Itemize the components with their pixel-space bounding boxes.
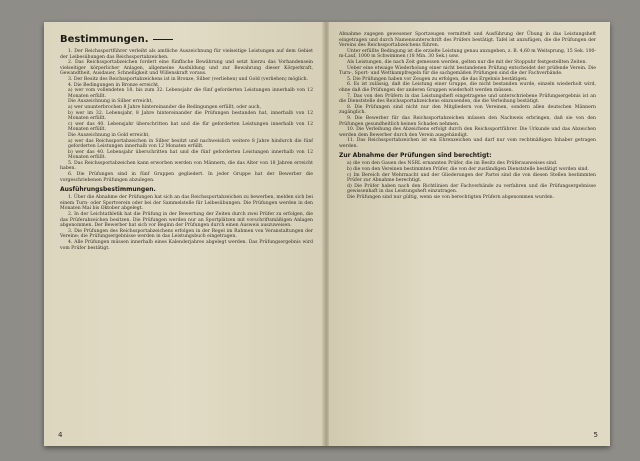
right-paragraph: a) die von den Gauen des NSRL ernannten Prüfer, die im Besitz des Prüferausweises sind. (347, 161, 558, 167)
left-paragraph: a) wer vom vollendeten 18. bis zum 32. Lebensjahr die fünf geforderten Leistungen innerhalb von 12 Monaten erfüllt. (68, 88, 313, 99)
right-page-number: 5 (593, 431, 598, 439)
left-subheading: Ausführungsbestimmungen. (60, 186, 156, 194)
right-paragraph: Abnahme zugegen gewesener Sportzeugen vermittelt und Ausführung der Übung in das Leistungsheft eingetragen und durch Namensunterschrift des Prüfers bestätigt. Tafel ist anzufügen, die die Prüfungen der Vereins des Reichssportabzeichens führen. (339, 32, 596, 49)
right-paragraph: 7. Das von den Prüfern in das Leistungsheft eingetragene und unterschriebene Prüfungsergebnis ist an die Dienststelle des Reichssportabzeichens einzusenden, die die Verleihung bestätigt. (339, 93, 596, 105)
right-paragraph: 10. Die Verleihung des Abzeichens erfolgt durch den Reichssportführer. Die Urkunde und das Abzeichen werden dem Bewerber durch den Verein ausgehändigt. (339, 127, 596, 138)
right-paragraph: 9. Die Bewerber für das Reichssportabzeichen müssen den Nachweis erbringen, daß sie von den Prüfungen gesundheitlich keinen Schaden nehmen. (339, 115, 596, 127)
left-heading: Bestimmungen. (60, 34, 313, 46)
left-paragraph: 4. Die Bedingungen in Bronze erreicht, (68, 82, 160, 88)
right-paragraph: Ueber eine etwaige Wiederholung einer nicht bestandenen Prüfung entscheidet der prüfende Verein. Die Turn-, Sport- und Wettkampfregeln für die sachgemäßen Prüfungen sind die der Fachverbände. (339, 65, 596, 77)
left-paragraph: 2. Das Reichssportabzeichen fordert eine fünffache Bewährung und setzt hierzu das Vorhandensein vielseitiger körperlicher Anlagen, allgemeine Ausbildung und zur Bewahrung dieser Körperkraft, Gewandtheit, Ausdauer, Schnelligkeit und Willenskraft voraus. (60, 60, 313, 77)
left-page (44, 22, 325, 446)
left-paragraph: a) wer ununterbrochen 8 Jahre hintereinander die Bedingungen erfüllt, oder auch, (68, 104, 262, 110)
right-paragraph: 11. Das Reichssportabzeichen ist ein Ehrenzeichen und darf nur vom rechtmäßigen Inhaber getragen werden. (339, 138, 596, 149)
left-paragraph: 6. Die Prüfungen sind in fünf Gruppen gegliedert. In jeder Gruppe hat der Bewerber die vorgeschriebenen Prüfungen abzulegen. (60, 172, 313, 183)
right-page (329, 22, 610, 446)
right-paragraph: Die Prüfungen sind nur gültig, wenn sie von berechtigten Prüfern abgenommen wurden. (347, 195, 555, 201)
left-paragraph: c) wer das 40. Lebensjahr überschritten hat und die für geforderten Leistungen innerhalb von 12 Monaten erfüllt. (68, 121, 313, 133)
right-paragraph: 6. Es ist zulässig, daß die Leistung einer Gruppe, die nicht bestanden wurde, einzeln wiederholt wird, ohne daß die Prüfungen der anderen Gruppen wiederholt werden müssen. (339, 82, 596, 93)
left-paragraph: Die Auszeichnung in Gold erreicht, (68, 132, 150, 138)
left-paragraph: a) wer das Reichssportabzeichen in Silber besitzt und nachweislich weitere 8 Jahre hindurch die fünf geforderten Leistungen innerhalb von 12 Monaten erfüllt. (68, 138, 313, 150)
left-paragraph: 5. Das Reichssportabzeichen kann erworben werden von Männern, die das Alter von 18 Jahren erreicht haben. (60, 160, 313, 172)
left-paragraph: b) wer das 40. Lebensjahr überschritten hat und die fünf geforderten Leistungen innerhalb von 12 Monaten erfüllt. (68, 149, 313, 161)
right-subheading: Zur Abnahme der Prüfungen sind berechtigt: (339, 152, 492, 160)
right-paragraph: c) Im Bereich der Wehrmacht und der Gliederungen der Partei sind die von diesen Stellen bestimmten Prüfer zur Abnahme berechtigt. (347, 172, 596, 184)
right-paragraph: 5. Die Prüfungen haben vor Zeugen zu erfolgen, die das Ergebnis bestätigen. (347, 76, 528, 82)
left-paragraph: 1. Über die Abnahme der Prüfungen hat sich an das Reichssportabzeichen zu bewerben, melden sich bei einem Turn- oder Sportverein oder bei der Sammelstelle für Leibesübungen. Die Prüfungen werden in den Monaten Mai bis Oktober abgelegt. (60, 195, 313, 212)
right-paragraph: 8. Die Prüfungen sind nicht nur den Mitgliedern von Vereinen, sondern allen deutschen Männern zugänglich. (339, 104, 596, 116)
left-paragraph: 3. Die Prüfungen des Reichssportabzeichens erfolgen in der Regel im Rahmen von Veranstaltungen der Vereine; die Prüfungsergebnisse werden in das Leistungsbuch eingetragen. (60, 228, 313, 240)
right-page-content (339, 32, 596, 201)
left-paragraph: 2. In der Leichtathletik hat die Prüfung in der Bewertung der Zeiten durch zwei Prüfer zu erfolgen, die das Prüferabzeichen besitzen. Die Prüfungen werden nur an Sportplätzen mit vorschriftsmäßigen Anlagen abgenommen. Der Bewerber hat sich vor Beginn der Prüfungen durch einen Ausweis auszuweisen. (60, 212, 313, 229)
left-page-number: 4 (58, 431, 63, 439)
left-paragraph: 1. Der Reichssportführer verleiht als amtliche Auszeichnung für vielseitige Leistungen auf dem Gebiet der Leibesübungen das Reichssportabzeichen. (60, 49, 313, 60)
right-paragraph: d) Die Prüfer haben nach den Richtlinien der Fachverbände zu verfahren und die Prüfungsergebnisse gewissenhaft in das Leistungsheft einzutragen. (347, 183, 596, 195)
left-paragraph: 3. Der Besitz des Reichssportabzeichens ist in Bronze, Silber (verliehen) und Gold (verliehen) möglich. (68, 76, 309, 82)
right-paragraph: b) die von den Vereinen bestimmten Prüfer, die von der zuständigen Dienststelle bestätigt worden sind. (347, 167, 589, 173)
left-paragraph: b) wer im 32. Lebensjahr, 8 Jahre hintereinander die Prüfungen bestanden hat, innerhalb von 12 Monaten erfüllt. (68, 110, 313, 122)
right-paragraph: Als Leistungen, die nach Zeit gemessen werden, gelten nur die mit der Stoppuhr festgestellten Zeiten. (347, 59, 587, 65)
right-paragraph: Unter erfüllte Bedingung ist die erzielte Leistung genau anzugeben, z. B. 4,60 m Weitsprung, 15 Sek. 100-m-Lauf, 1000 m Schwimmen (18 Min. 30 Sek.) usw. (339, 48, 596, 60)
left-page-content (60, 34, 313, 251)
booklet (44, 22, 610, 446)
left-paragraph: Die Auszeichnung in Silber erreicht, (68, 99, 153, 105)
left-paragraph: 4. Alle Prüfungen müssen innerhalb eines Kalenderjahres abgelegt werden. Das Prüfungsergebnis wird vom Prüfer bestätigt. (60, 240, 313, 251)
